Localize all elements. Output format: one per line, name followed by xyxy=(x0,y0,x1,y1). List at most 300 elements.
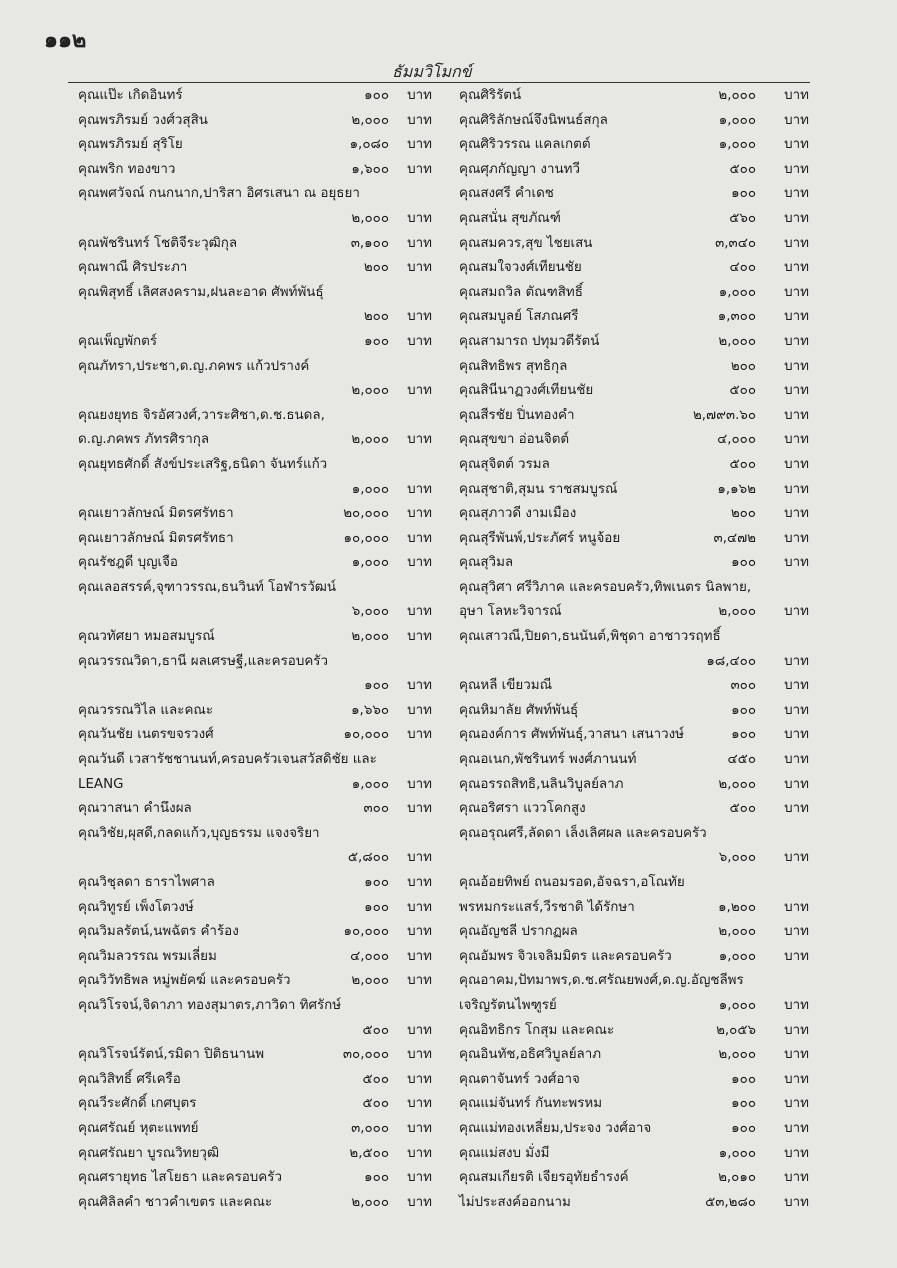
donor-row xyxy=(78,600,444,625)
donor-row xyxy=(78,355,444,380)
donor-name: คุณสุรีพันพ์,ประภัศร์ หนูจ้อย xyxy=(459,530,621,546)
donation-amount: ๒๐๐ xyxy=(730,506,756,522)
donor-row xyxy=(459,1191,811,1216)
donor-name: คุณวิสิทธิ์ ศรีเครือ xyxy=(78,1071,181,1087)
donation-amount: ๑๐,๐๐๐ xyxy=(343,924,389,940)
donor-row xyxy=(78,551,444,576)
donor-name: คุณวิโรจน์,จิดาภา ทองสุมาตร,ภาวิดา ทิศรักษ์ xyxy=(78,997,342,1013)
donation-amount: ๒,๐๐๐ xyxy=(718,776,756,792)
donor-name: คุณวิชุลดา ธาราไพศาล xyxy=(78,875,215,890)
donor-row xyxy=(78,404,444,429)
currency-unit: บาท xyxy=(407,1120,432,1136)
page-number: ๑๑๒ xyxy=(44,28,87,53)
donor-row xyxy=(459,478,811,503)
donation-amount: ๑,๐๐๐ xyxy=(351,776,389,792)
donor-row xyxy=(459,84,811,109)
currency-unit: บาท xyxy=(784,358,809,374)
donation-amount: ๑,๐๐๐ xyxy=(351,481,389,497)
currency-unit: บาท xyxy=(784,88,809,103)
currency-unit: บาท xyxy=(784,752,809,768)
currency-unit: บาท xyxy=(407,604,432,620)
donor-name: คุณพิสุทธิ์ เลิศสงคราม,ฝนละอาด ศัพท์พันธุ์ xyxy=(78,284,324,300)
currency-unit: บาท xyxy=(784,383,809,399)
currency-unit: บาท xyxy=(784,678,809,694)
donation-amount: ๖,๐๐๐ xyxy=(351,604,389,620)
donor-name: คุณสมเกียรติ เจียรอุทัยธำรงค์ xyxy=(459,1170,629,1186)
donor-name: คุณพัชรินทร์ โชติจีระวุฒิกุล xyxy=(78,235,238,251)
donor-name: คุณเลอสรรค์,จุฑาวรรณ,ธนวินท์ โอฬารวัฒน์ xyxy=(78,579,336,595)
donor-name: คุณยงยุทธ จิรอัศวงศ์,วาระศิชา,ด.ช.ธนดล, xyxy=(78,407,325,423)
donor-row xyxy=(459,822,811,847)
donor-row xyxy=(78,1191,444,1216)
donor-row xyxy=(459,1019,811,1044)
donor-row xyxy=(459,281,811,306)
donor-name: คุณวิวัทธิพล หมู่พยัคฆ์ และครอบครัว xyxy=(78,973,291,989)
donor-row xyxy=(459,576,811,601)
donation-amount: ๑๐๐ xyxy=(364,875,389,890)
donation-amount: ๔๕๐ xyxy=(727,752,756,768)
donation-amount: ๑๐๐ xyxy=(731,186,756,202)
donor-name: LEANG xyxy=(78,776,124,792)
donor-row xyxy=(459,330,811,355)
donor-row xyxy=(459,453,811,478)
donor-name: คุณสมควร,สุข ไชยเสน xyxy=(459,235,593,251)
donor-name: คุณอินทัช,อธิศวิบูลย์ลาภ xyxy=(459,1047,602,1063)
donor-row xyxy=(459,1117,811,1142)
donor-row xyxy=(459,1092,811,1117)
currency-unit: บาท xyxy=(407,948,432,964)
donation-amount: ๑,๒๐๐ xyxy=(718,899,756,915)
currency-unit: บาท xyxy=(407,973,432,989)
currency-unit: บาท xyxy=(784,702,809,718)
currency-unit: บาท xyxy=(407,432,432,448)
donation-amount: ๕๐๐ xyxy=(362,1022,389,1038)
donor-row xyxy=(78,1166,444,1191)
donor-row xyxy=(459,846,811,871)
donation-amount: ๓,๐๐๐ xyxy=(351,1120,389,1136)
donor-name: คุณตาจันทร์ วงศ์อาจ xyxy=(459,1071,580,1087)
currency-unit: บาท xyxy=(784,407,809,423)
donor-row xyxy=(78,994,444,1019)
header-rule xyxy=(68,82,810,83)
donor-name: คุณวิมลวรรณ พรมเลี่ยม xyxy=(78,948,217,964)
donor-name: คุณสุจิตต์ วรมล xyxy=(459,456,550,472)
donor-row xyxy=(78,84,444,109)
currency-unit: บาท xyxy=(407,506,432,522)
donation-amount: ๒,๐๐๐ xyxy=(351,112,389,128)
donation-amount: ๒,๐๐๐ xyxy=(351,629,389,645)
currency-unit: บาท xyxy=(784,604,809,620)
donor-name: คุณสงศรี คำเดช xyxy=(459,186,554,202)
donor-name: คุณวทัศยา หมอสมบูรณ์ xyxy=(78,629,215,645)
donor-row xyxy=(459,379,811,404)
donor-row xyxy=(459,232,811,257)
donor-name: คุณหลี เขียวมณี xyxy=(459,678,553,694)
currency-unit: บาท xyxy=(407,1022,432,1038)
donor-row xyxy=(459,920,811,945)
donation-amount: ๑๐๐ xyxy=(731,1120,756,1136)
donor-name: คุณองค์การ ศัพท์พันธุ์,วาสนา เสนาวงษ์ xyxy=(459,727,685,743)
currency-unit: บาท xyxy=(784,456,809,472)
donor-name: คุณวิชัย,ผุสดี,กลดแก้ว,บุญธรรม แจงจริยา xyxy=(78,825,320,841)
donor-row xyxy=(459,773,811,798)
donor-name: อุษา โลหะวิจารณ์ xyxy=(459,604,562,620)
currency-unit: บาท xyxy=(784,186,809,202)
donor-row xyxy=(78,1092,444,1117)
donor-name: คุณสามารถ ปทุมวดีรัตน์ xyxy=(459,333,600,349)
donation-amount: ๑,๐๐๐ xyxy=(718,112,756,128)
donor-row xyxy=(459,256,811,281)
donation-amount: ๒๐๐ xyxy=(363,309,389,325)
donation-amount: ๑,๐๐๐ xyxy=(718,1145,756,1161)
donation-amount: ๔,๐๐๐ xyxy=(350,948,389,964)
donor-name: คุณอัมพร จิวเจลิมมิตร และครอบครัว xyxy=(459,948,672,964)
donor-row xyxy=(78,109,444,134)
donation-amount: ๓,๔๗๒ xyxy=(713,530,756,546)
donation-amount: ๓,๑๐๐ xyxy=(350,235,389,251)
donor-row xyxy=(459,207,811,232)
donation-amount: ๑๐๐ xyxy=(731,1096,756,1112)
donor-row xyxy=(78,773,444,798)
donor-row xyxy=(459,1043,811,1068)
donor-row xyxy=(78,650,444,675)
currency-unit: บาท xyxy=(407,112,432,128)
currency-unit: บาท xyxy=(784,432,809,448)
donation-amount: ๓๐,๐๐๐ xyxy=(342,1047,389,1063)
donor-name: คุณแม่สงบ มั่งมี xyxy=(459,1145,550,1161)
donor-row xyxy=(459,896,811,921)
donor-name: คุณศรัณยา บูรณวิทยวุฒิ xyxy=(78,1145,220,1161)
currency-unit: บาท xyxy=(407,235,432,251)
donor-row xyxy=(78,920,444,945)
donation-amount: ๓,๓๔๐ xyxy=(715,235,756,251)
donor-row xyxy=(459,527,811,552)
currency-unit: บาท xyxy=(407,678,432,694)
currency-unit: บาท xyxy=(784,776,809,792)
donor-name: คุณวีระศักดิ์ เกศบุตร xyxy=(78,1096,197,1112)
donation-amount: ๕๐๐ xyxy=(729,456,756,472)
donor-name: คุณอัญชลี ปรากฏผล xyxy=(459,924,578,940)
donor-row xyxy=(78,256,444,281)
donor-row xyxy=(78,748,444,773)
donation-amount: ๔,๐๐๐ xyxy=(717,432,756,448)
donor-name: คุณศรัณย์ หุตะแพทย์ xyxy=(78,1120,199,1136)
currency-unit: บาท xyxy=(407,1194,432,1210)
donor-name: คุณเพ็ญพักตร์ xyxy=(78,333,158,349)
donation-amount: ๑๐๐ xyxy=(364,1170,389,1186)
donation-amount: ๑๐๐ xyxy=(364,88,389,103)
donor-row xyxy=(459,1142,811,1167)
donor-name: คุณอริศรา แววโคกสูง xyxy=(459,801,586,817)
donor-row xyxy=(459,1068,811,1093)
donor-name: คุณสุภาวดี งามเมือง xyxy=(459,506,577,522)
donor-row xyxy=(459,551,811,576)
donor-name: คุณวรรณวิไล และคณะ xyxy=(78,702,214,718)
donor-name: คุณวิทูรย์ เพ็งโตวงษ์ xyxy=(78,899,194,915)
donation-amount: ๕๖๐ xyxy=(729,210,756,226)
donor-row xyxy=(459,1166,811,1191)
donor-row xyxy=(459,133,811,158)
currency-unit: บาท xyxy=(784,653,809,669)
currency-unit: บาท xyxy=(784,948,809,964)
currency-unit: บาท xyxy=(407,530,432,546)
donation-amount: ๒,๐๕๖ xyxy=(716,1022,756,1038)
currency-unit: บาท xyxy=(784,530,809,546)
donor-row xyxy=(78,871,444,896)
donation-amount: ๒๐๐ xyxy=(363,260,389,276)
currency-unit: บาท xyxy=(784,997,809,1013)
currency-unit: บาท xyxy=(784,112,809,128)
donation-amount: ๕,๘๐๐ xyxy=(347,850,389,866)
currency-unit: บาท xyxy=(784,309,809,325)
donor-name: พรหมกระแสร์,วีรชาติ ได้รักษา xyxy=(459,899,635,915)
donor-name: คุณวันชัย เนตรขจรวงศ์ xyxy=(78,727,214,743)
donor-row xyxy=(459,109,811,134)
currency-unit: บาท xyxy=(784,899,809,915)
currency-unit: บาท xyxy=(407,309,432,325)
donation-amount: ๒๐,๐๐๐ xyxy=(343,506,389,522)
donor-name: คุณสุขขา อ่อนจิตต์ xyxy=(459,432,570,448)
currency-unit: บาท xyxy=(407,137,432,153)
currency-unit: บาท xyxy=(784,1120,809,1136)
donation-amount: ๒,๐๐๐ xyxy=(351,1194,389,1210)
donor-name: คุณเยาวลักษณ์ มิตรศรัทธา xyxy=(78,530,234,546)
donor-row xyxy=(78,1117,444,1142)
donation-amount: ๑๐๐ xyxy=(364,678,389,694)
donor-row xyxy=(459,699,811,724)
currency-unit: บาท xyxy=(407,383,432,399)
donor-row xyxy=(459,969,811,994)
currency-unit: บาท xyxy=(407,210,432,226)
donor-row xyxy=(78,576,444,601)
right-column xyxy=(459,84,811,1215)
donor-name: คุณพศวัจณ์ กนกนาก,ปาริสา อิศรเสนา ณ อยุธยา xyxy=(78,186,360,202)
donor-row xyxy=(459,797,811,822)
donor-row xyxy=(78,969,444,994)
donation-amount: ๑,๐๘๐ xyxy=(349,137,389,153)
donor-row xyxy=(78,207,444,232)
donor-row xyxy=(78,1043,444,1068)
donor-name: คุณสินีนาฏวงศ์เทียนชัย xyxy=(459,383,594,399)
donor-name: คุณแป๊ะ เกิดอินทร์ xyxy=(78,88,183,103)
donor-name: คุณศิลิลคำ ชาวคำเขตร และคณะ xyxy=(78,1194,273,1210)
currency-unit: บาท xyxy=(784,137,809,153)
donor-name: คุณอาคม,ปัทมาพร,ด.ช.ศรัณยพงศ์,ด.ญ.อัญชลีพร xyxy=(459,973,744,989)
donor-name: คุณศรายุทธ ไสโยธา และครอบครัว xyxy=(78,1170,282,1186)
currency-unit: บาท xyxy=(784,506,809,522)
donor-row xyxy=(459,871,811,896)
currency-unit: บาท xyxy=(784,260,809,276)
donor-name: คุณพรภิรมย์ สุริโย xyxy=(78,137,183,153)
donor-row xyxy=(459,158,811,183)
donor-name: คุณพริก ทองขาว xyxy=(78,161,176,177)
donor-row xyxy=(78,527,444,552)
currency-unit: บาท xyxy=(407,1047,432,1063)
donation-amount: ๓๐๐ xyxy=(363,801,389,817)
donor-row xyxy=(78,945,444,970)
donation-amount: ๑๐๐ xyxy=(731,1071,756,1087)
donation-amount: ๒,๐๑๐ xyxy=(718,1170,756,1186)
donation-amount: ๓๐๐ xyxy=(730,678,756,694)
donor-row xyxy=(78,453,444,478)
currency-unit: บาท xyxy=(407,727,432,743)
donation-amount: ๒,๐๐๐ xyxy=(718,924,756,940)
donor-row xyxy=(78,699,444,724)
currency-unit: บาท xyxy=(784,333,809,349)
donation-amount: ๑,๖๐๐ xyxy=(351,161,389,177)
donation-amount: ๔๐๐ xyxy=(729,260,756,276)
donor-name: คุณศิริวรรณ แคลเกตต์ xyxy=(459,137,591,153)
donor-row xyxy=(459,600,811,625)
currency-unit: บาท xyxy=(784,850,809,866)
donation-amount: ๒,๐๐๐ xyxy=(718,88,756,103)
donor-name: คุณศุภกัญญา งานทวี xyxy=(459,161,580,177)
currency-unit: บาท xyxy=(784,555,809,571)
currency-unit: บาท xyxy=(784,235,809,251)
donor-row xyxy=(78,133,444,158)
donor-name: คุณพรภิรมย์ วงศ์วสุสิน xyxy=(78,112,208,128)
donation-amount: ๑,๐๐๐ xyxy=(718,137,756,153)
currency-unit: บาท xyxy=(407,1145,432,1161)
donation-amount: ๑,๑๖๒ xyxy=(717,481,756,497)
donation-amount: ๕๐๐ xyxy=(729,801,756,817)
donor-name: คุณเสาวณี,ปิยดา,ธนนันต์,พิชุดา อาชาวรฤทธิ์ xyxy=(459,629,721,645)
donor-name: คุณวิโรจน์รัตน์,รมิดา ปิติธนานพ xyxy=(78,1047,265,1063)
currency-unit: บาท xyxy=(784,1071,809,1087)
donor-row xyxy=(459,404,811,429)
donor-row xyxy=(78,896,444,921)
donor-row xyxy=(459,305,811,330)
donor-row xyxy=(78,674,444,699)
donor-name: คุณแม่ทองเหลี่ยม,ประจง วงศ์อาจ xyxy=(459,1120,652,1136)
donor-name: ด.ญ.ภคพร ภัทรศิรากุล xyxy=(78,432,210,448)
donation-amount: ๕๐๐ xyxy=(362,1071,389,1087)
donor-row xyxy=(459,355,811,380)
donor-row xyxy=(78,797,444,822)
donor-name: คุณยุทธศักดิ์ สังข์ประเสริฐ,ธนิดา จันทร์แก้ว xyxy=(78,456,328,472)
donor-row xyxy=(78,305,444,330)
donor-row xyxy=(78,1142,444,1167)
currency-unit: บาท xyxy=(407,629,432,645)
donor-row xyxy=(459,650,811,675)
donor-name: เจริญรัตนไพฑูรย์ xyxy=(459,997,557,1013)
donor-row xyxy=(459,723,811,748)
donation-amount: ๒,๐๐๐ xyxy=(351,210,389,226)
currency-unit: บาท xyxy=(407,333,432,349)
donor-row xyxy=(78,1068,444,1093)
donor-name: คุณวันดี เวสารัชชานนท์,ครอบครัวเจนสวัสดิชัย และ xyxy=(78,752,377,768)
donor-name: คุณวาสนา คำนึงผล xyxy=(78,801,192,817)
currency-unit: บาท xyxy=(784,1170,809,1186)
donor-row xyxy=(78,502,444,527)
currency-unit: บาท xyxy=(784,1022,809,1038)
donor-row xyxy=(459,182,811,207)
donation-amount: ๑๐,๐๐๐ xyxy=(343,530,389,546)
donor-name: คุณหิมาลัย ศัพท์พันธุ์ xyxy=(459,702,579,718)
donation-amount: ๒,๐๐๐ xyxy=(351,432,389,448)
donor-row xyxy=(78,182,444,207)
donor-row xyxy=(78,846,444,871)
donor-row xyxy=(459,674,811,699)
currency-unit: บาท xyxy=(407,702,432,718)
donor-name: คุณสุวิศา ศรีวิภาค และครอบครัว,ทิพเนตร นิลพาย, xyxy=(459,579,752,595)
currency-unit: บาท xyxy=(407,260,432,276)
donor-row xyxy=(78,625,444,650)
currency-unit: บาท xyxy=(784,210,809,226)
donor-row xyxy=(459,428,811,453)
donor-row xyxy=(459,502,811,527)
donation-amount: ๒,๗๙๓.๖๐ xyxy=(692,407,756,423)
donation-amount: ๕๐๐ xyxy=(362,1096,389,1112)
currency-unit: บาท xyxy=(784,1096,809,1112)
donation-amount: ๒,๐๐๐ xyxy=(718,333,756,349)
donor-row xyxy=(459,625,811,650)
donation-amount: ๑,๐๐๐ xyxy=(718,997,756,1013)
donation-amount: ๑,๐๐๐ xyxy=(718,284,756,300)
donation-amount: ๕๐๐ xyxy=(729,161,756,177)
donor-name: คุณอ้อยทิพย์ ถนอมรอด,อัจฉรา,อโณทัย xyxy=(459,875,685,890)
donation-amount: ๒,๕๐๐ xyxy=(349,1145,389,1161)
donor-row xyxy=(78,1019,444,1044)
donation-amount: ๒,๐๐๐ xyxy=(718,604,756,620)
currency-unit: บาท xyxy=(784,284,809,300)
donation-amount: ๕๓,๒๘๐ xyxy=(705,1194,756,1210)
donor-name: คุณสีรชัย ปิ่นทองคำ xyxy=(459,407,575,423)
currency-unit: บาท xyxy=(407,875,432,890)
currency-unit: บาท xyxy=(407,481,432,497)
donor-name: คุณรัชฎดี บุญเจือ xyxy=(78,555,178,571)
donor-name: คุณอรรถสิทธิ,นลินวิบูลย์ลาภ xyxy=(459,776,624,792)
donor-name: คุณอิทธิกร โกสุม และคณะ xyxy=(459,1022,615,1038)
donor-name: คุณสิทธิพร สุทธิกุล xyxy=(459,358,568,374)
donor-row xyxy=(78,379,444,404)
donor-name: คุณศิริรัตน์ xyxy=(459,88,522,103)
currency-unit: บาท xyxy=(407,801,432,817)
donation-amount: ๑,๖๖๐ xyxy=(351,702,389,718)
donor-row xyxy=(459,945,811,970)
donation-amount: ๖,๐๐๐ xyxy=(718,850,756,866)
currency-unit: บาท xyxy=(407,1170,432,1186)
donor-name: ไม่ประสงค์ออกนาม xyxy=(459,1194,571,1210)
currency-unit: บาท xyxy=(407,850,432,866)
currency-unit: บาท xyxy=(784,1047,809,1063)
currency-unit: บาท xyxy=(784,727,809,743)
donor-row xyxy=(459,994,811,1019)
donation-amount: ๒,๐๐๐ xyxy=(718,1047,756,1063)
donation-amount: ๑๐๐ xyxy=(364,333,389,349)
running-header-title: ธัมมวิโมกข์ xyxy=(392,62,472,81)
donation-amount: ๑๐๐ xyxy=(731,727,756,743)
currency-unit: บาท xyxy=(784,481,809,497)
donation-amount: ๑,๐๐๐ xyxy=(718,948,756,964)
donor-name: คุณแม่จันทร์ กันทะพรหม xyxy=(459,1096,603,1112)
donation-amount: ๑,๐๐๐ xyxy=(351,555,389,571)
donor-row xyxy=(78,478,444,503)
currency-unit: บาท xyxy=(407,924,432,940)
donor-name: คุณสุชาติ,สุมน ราชสมบูรณ์ xyxy=(459,481,618,497)
donor-row xyxy=(78,428,444,453)
donor-row xyxy=(78,822,444,847)
donor-name: คุณสมถวิล ตัณฑสิทธิ์ xyxy=(459,284,583,300)
currency-unit: บาท xyxy=(784,924,809,940)
currency-unit: บาท xyxy=(407,776,432,792)
donation-amount: ๒,๐๐๐ xyxy=(351,973,389,989)
donor-name: คุณสุวิมล xyxy=(459,555,514,571)
donation-amount: ๑,๓๐๐ xyxy=(717,309,756,325)
donor-name: คุณสมบูลย์ โสภณศรี xyxy=(459,309,579,325)
donor-name: คุณภัทรา,ประชา,ด.ญ.ภคพร แก้วปรางค์ xyxy=(78,358,310,374)
donor-name: คุณอเนก,พัชรินทร์ พงศ์ภานนท์ xyxy=(459,752,637,768)
